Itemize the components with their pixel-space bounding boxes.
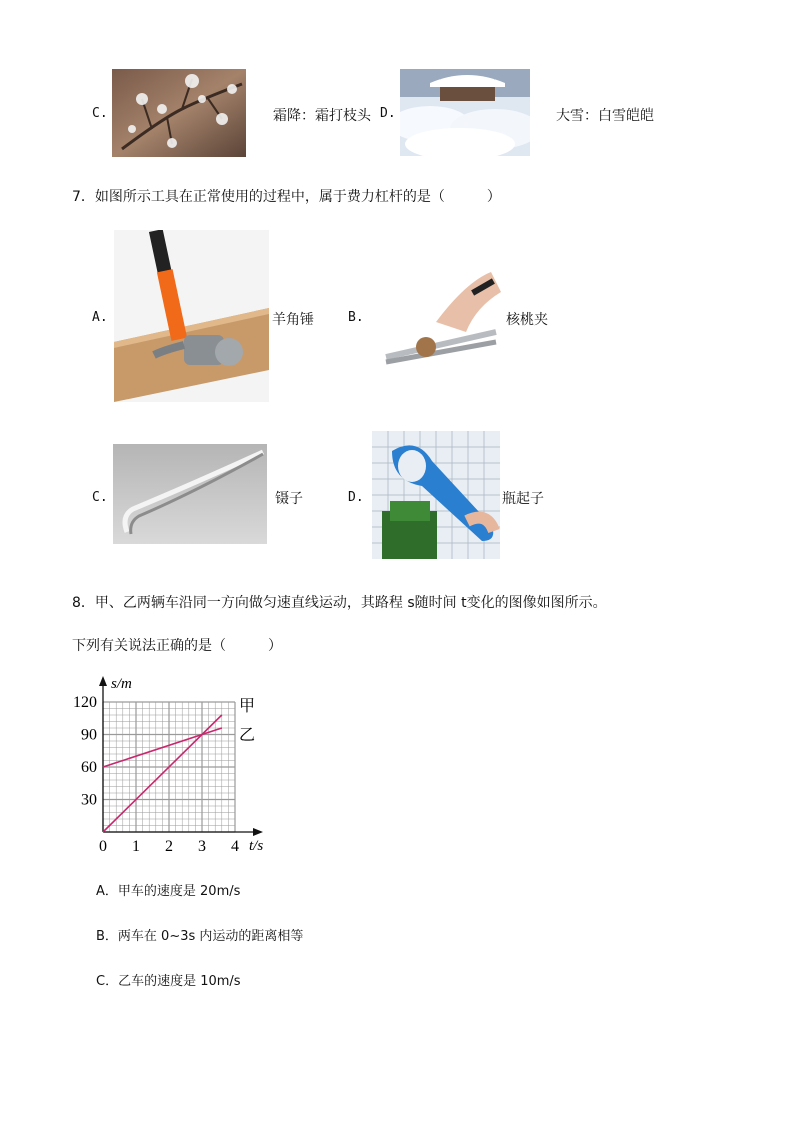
q7-option-c-caption: 镊子 bbox=[275, 491, 303, 507]
s-t-graph bbox=[66, 672, 276, 862]
q8-option-b: B．两车在 0~3s 内运动的距离相等 bbox=[96, 929, 304, 944]
snow-house-image bbox=[400, 69, 530, 156]
x-axis-label: t/s bbox=[249, 838, 264, 854]
x-tick-label: 0 bbox=[99, 838, 107, 855]
option-c-letter: C. bbox=[92, 106, 108, 121]
x-axis-arrow bbox=[253, 828, 263, 836]
series-label-yi: 乙 bbox=[239, 725, 256, 744]
snow-caption: 大雪：白雪皑皑 bbox=[556, 108, 654, 124]
y-axis-label: s/m bbox=[111, 676, 132, 692]
frost-caption: 霜降：霜打枝头 bbox=[273, 108, 371, 124]
y-tick-label: 90 bbox=[81, 726, 97, 744]
x-tick-label: 1 bbox=[132, 838, 140, 855]
q8-option-a: A．甲车的速度是 20m/s bbox=[96, 884, 241, 899]
q7-option-a-caption: 羊角锤 bbox=[272, 312, 314, 328]
q7-option-a-letter: A. bbox=[92, 310, 108, 325]
y-tick-label: 120 bbox=[73, 694, 97, 711]
option-d-letter: D. bbox=[380, 106, 396, 121]
q7-option-d-letter: D. bbox=[348, 490, 364, 505]
q8-option-c: C．乙车的速度是 10m/s bbox=[96, 974, 241, 989]
y-axis-arrow bbox=[99, 676, 107, 686]
frost-branch-image bbox=[112, 69, 246, 157]
q7-option-b-caption: 核桃夹 bbox=[506, 312, 548, 328]
y-tick-label: 30 bbox=[81, 791, 97, 809]
y-tick-label: 60 bbox=[81, 759, 97, 776]
x-tick-label: 2 bbox=[165, 838, 173, 855]
question-8-stem-line2: 下列有关说法正确的是（ ） bbox=[72, 638, 282, 654]
q7-option-c-letter: C. bbox=[92, 490, 108, 505]
claw-hammer-image bbox=[114, 230, 269, 402]
x-tick-label: 4 bbox=[231, 838, 239, 855]
series-label-jia: 甲 bbox=[239, 696, 256, 715]
x-tick-label: 3 bbox=[198, 838, 206, 855]
q7-option-b-letter: B. bbox=[348, 310, 364, 325]
question-8-stem-line1: 8．甲、乙两辆车沿同一方向做匀速直线运动，其路程 s随时间 t变化的图像如图所示。 bbox=[72, 595, 607, 611]
nutcracker-image bbox=[376, 262, 504, 372]
bottle-opener-image bbox=[372, 431, 500, 559]
question-7-stem: 7．如图所示工具在正常使用的过程中，属于费力杠杆的是（ ） bbox=[72, 189, 501, 205]
q7-option-d-caption: 瓶起子 bbox=[502, 491, 544, 507]
tweezers-image bbox=[113, 444, 267, 544]
